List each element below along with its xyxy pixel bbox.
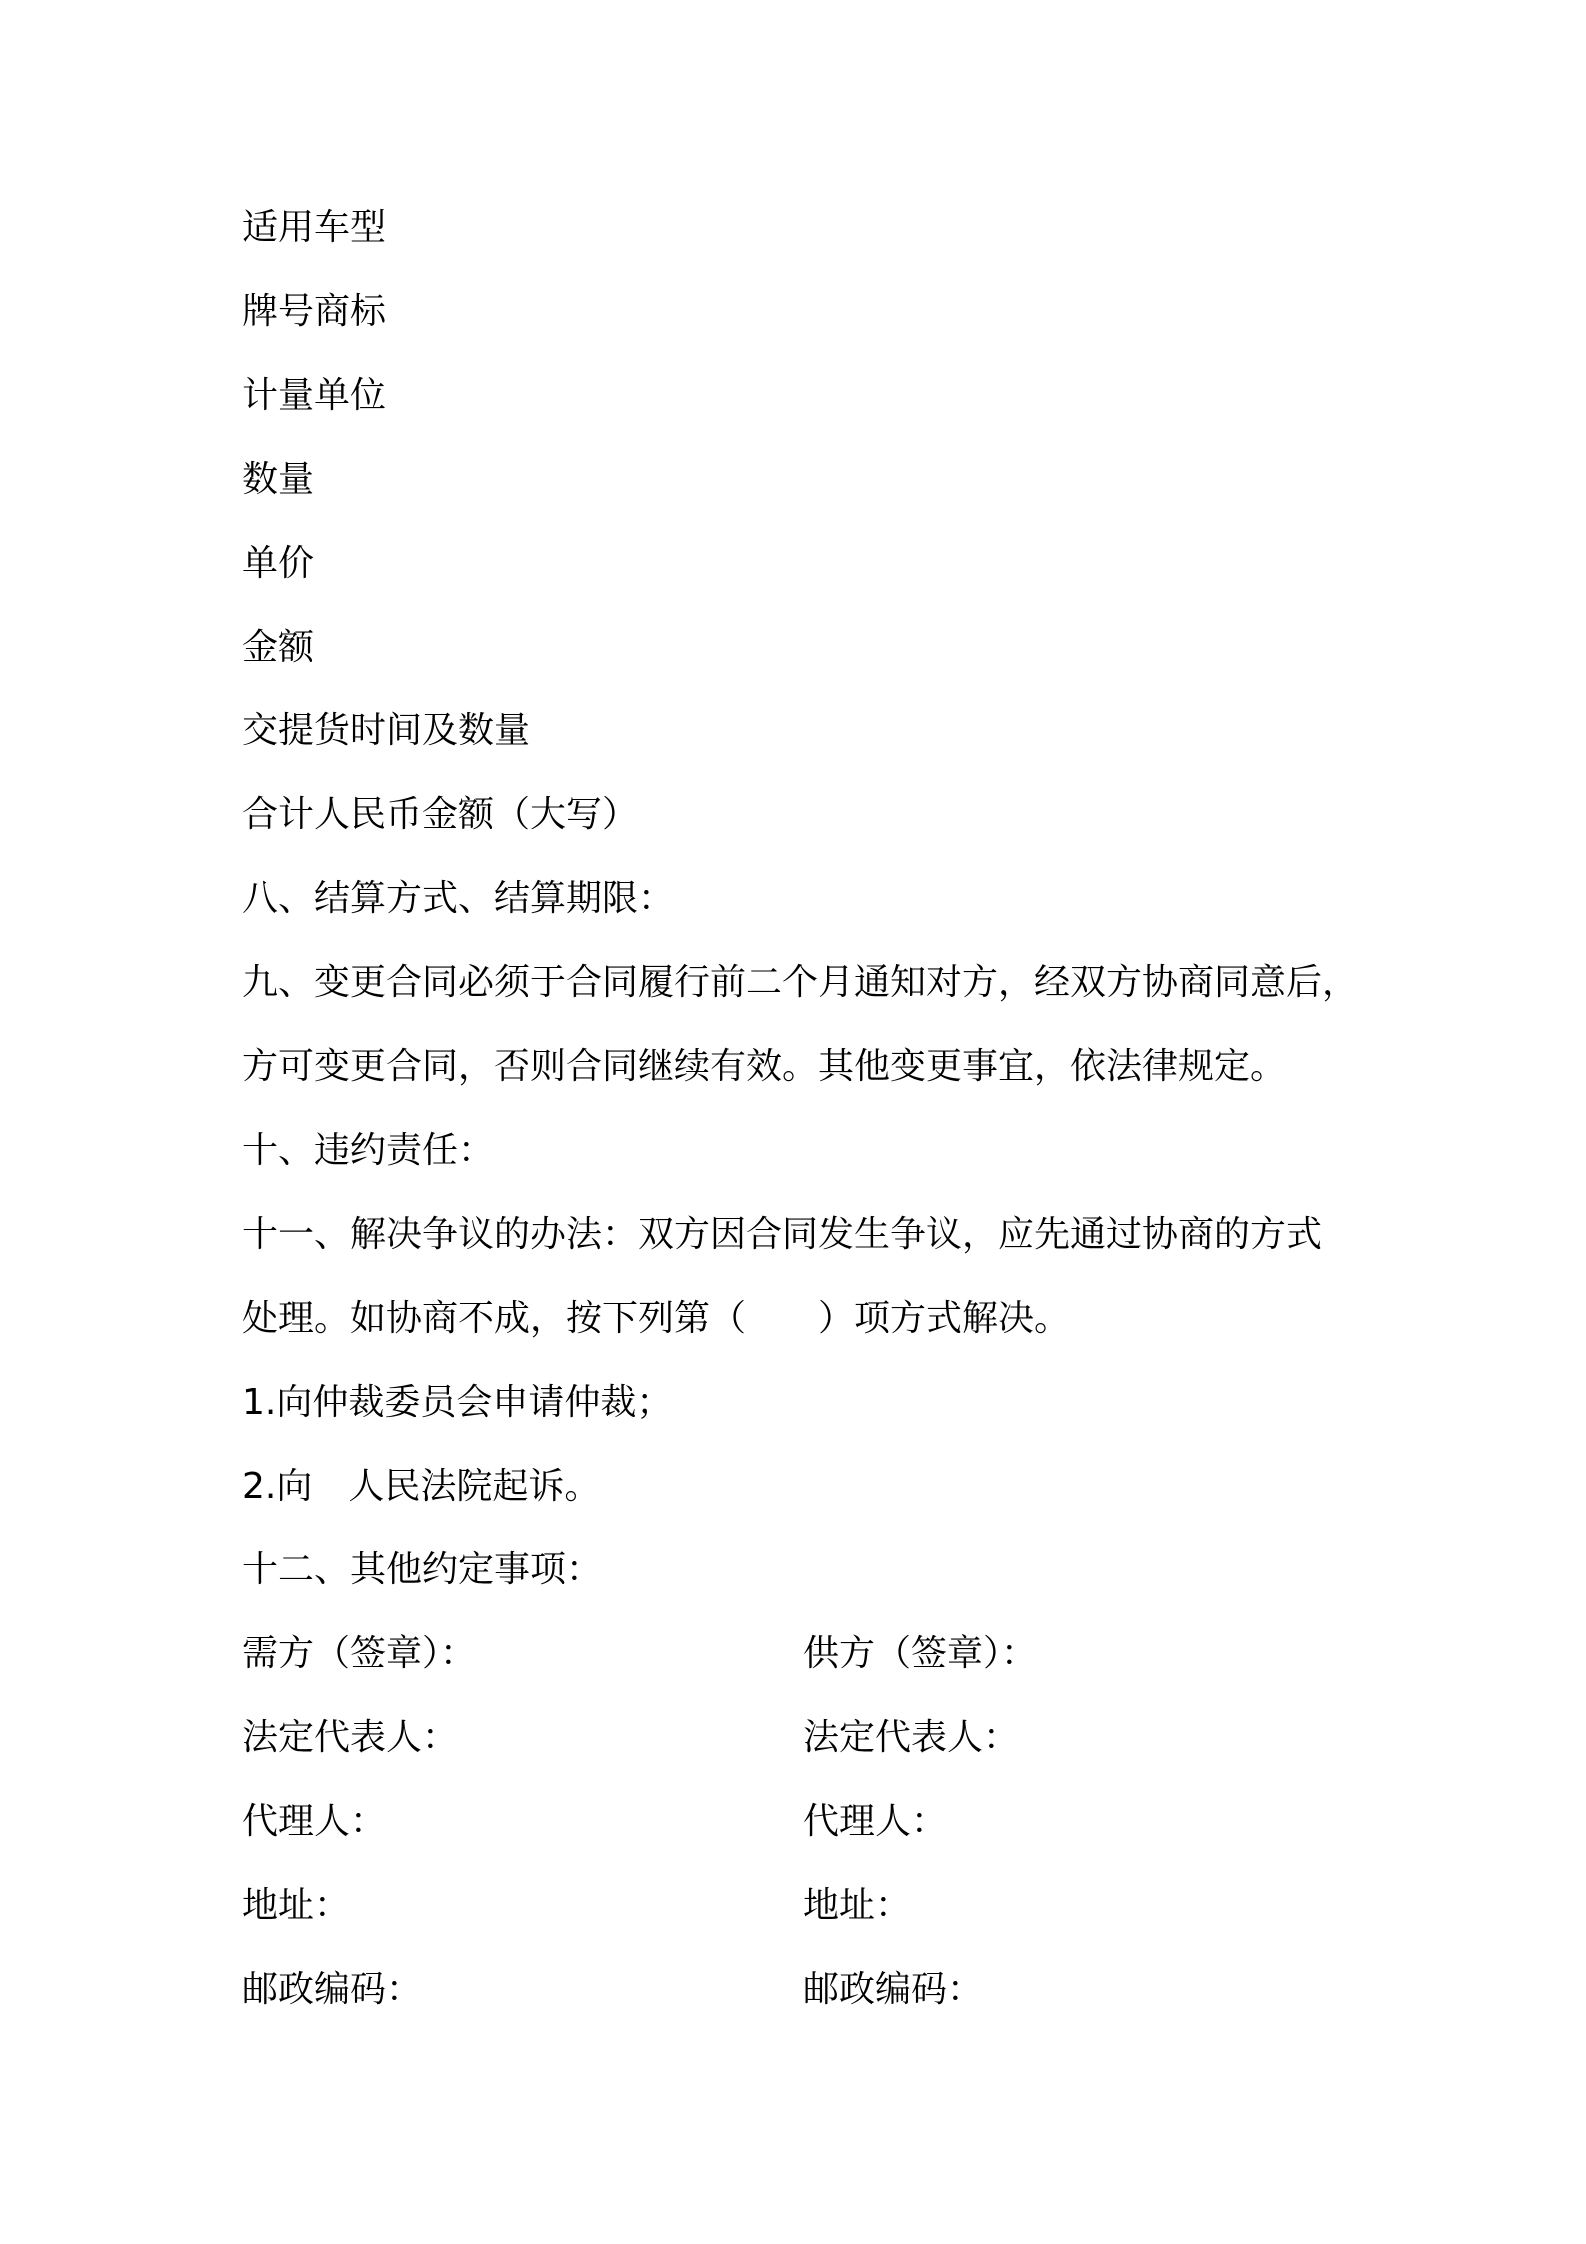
contract-line: 单价 xyxy=(242,542,315,584)
contract-line: 十二、其他约定事项： xyxy=(242,1549,603,1591)
contract-line: 处理。如协商不成，按下列第（ ）项方式解决。 xyxy=(242,1297,1071,1339)
contract-line: 计量单位 xyxy=(242,374,387,416)
contract-line: 八、结算方式、结算期限： xyxy=(242,878,675,920)
buyer-signature-field: 需方（签章）： xyxy=(242,1633,477,1675)
seller-signature-field: 供方（签章）： xyxy=(803,1633,1038,1675)
contract-line: 牌号商标 xyxy=(242,290,387,332)
contract-line: 1.向仲裁委员会申请仲裁； xyxy=(242,1381,673,1423)
contract-line: 十一、解决争议的办法：双方因合同发生争议，应先通过协商的方式 xyxy=(242,1213,1323,1255)
buyer-signature-field: 邮政编码： xyxy=(242,1968,423,2010)
contract-line: 十、违约责任： xyxy=(242,1129,495,1171)
seller-signature-field: 地址： xyxy=(803,1885,912,1926)
contract-line: 适用车型 xyxy=(242,207,387,248)
seller-signature-field: 邮政编码： xyxy=(803,1968,984,2010)
contract-line: 交提货时间及数量 xyxy=(242,710,531,752)
buyer-signature-field: 法定代表人： xyxy=(242,1717,459,1759)
contract-line: 九、变更合同必须于合同履行前二个月通知对方，经双方协商同意后， xyxy=(242,962,1359,1004)
seller-signature-field: 法定代表人： xyxy=(803,1717,1020,1759)
contract-line: 数量 xyxy=(242,458,315,500)
contract-line: 合计人民币金额（大写） xyxy=(242,794,639,836)
contract-line: 金额 xyxy=(242,626,315,668)
contract-line: 2.向 人民法院起诉。 xyxy=(242,1465,601,1507)
buyer-signature-field: 地址： xyxy=(242,1885,351,1926)
contract-line: 方可变更合同，否则合同继续有效。其他变更事宜，依法律规定。 xyxy=(242,1046,1287,1087)
buyer-signature-field: 代理人： xyxy=(242,1801,387,1843)
seller-signature-field: 代理人： xyxy=(803,1801,948,1843)
